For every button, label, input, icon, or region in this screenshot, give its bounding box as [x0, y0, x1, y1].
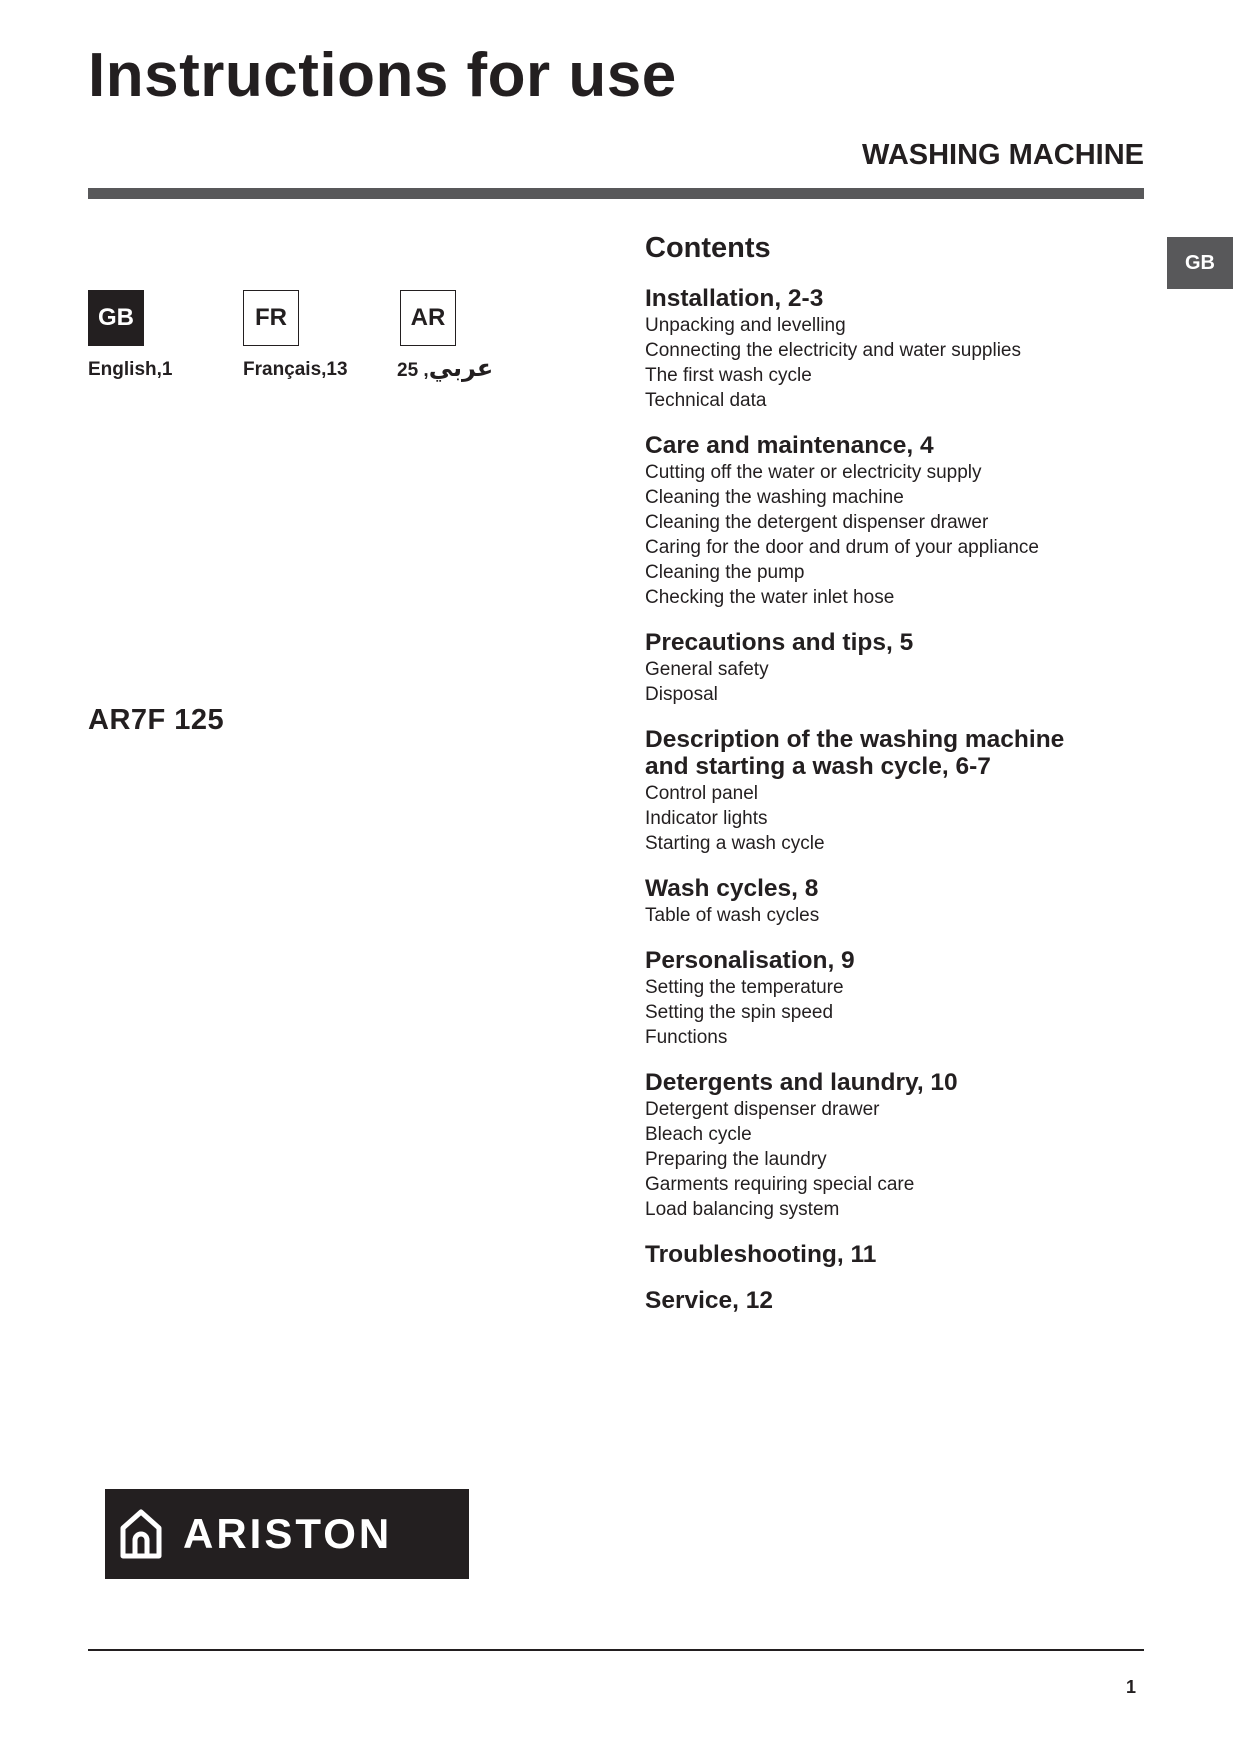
brand-name: ARISTON: [183, 1510, 393, 1557]
toc-item: Control panel: [645, 783, 759, 804]
language-box-fr: FR: [243, 290, 299, 346]
language-box-gb: GB: [88, 290, 144, 346]
toc-heading: Personalisation, 9: [645, 947, 855, 974]
language-side-tab: GB: [1167, 237, 1233, 289]
toc-item: Connecting the electricity and water supplies: [645, 340, 1021, 361]
toc-item: Cleaning the washing machine: [645, 487, 904, 508]
language-box-ar: AR: [400, 290, 456, 346]
toc-heading: Wash cycles, 8: [645, 875, 819, 902]
toc-heading: Troubleshooting, 11: [645, 1241, 877, 1268]
footer-divider: [88, 1649, 1144, 1651]
document-title: Instructions for use: [88, 41, 677, 110]
toc-item: Starting a wash cycle: [645, 833, 825, 854]
header-divider: [88, 188, 1144, 199]
house-icon: [119, 1508, 163, 1560]
toc-section-troubleshooting: [645, 1242, 1165, 1268]
toc-section-service: [645, 1288, 1165, 1314]
toc-item: Load balancing system: [645, 1199, 840, 1220]
toc-heading-line2: and starting a wash cycle, 6-7: [645, 753, 991, 780]
toc-item: Disposal: [645, 684, 718, 705]
table-of-contents: [645, 286, 1165, 1334]
toc-item: Indicator lights: [645, 808, 768, 829]
toc-item: Technical data: [645, 390, 767, 411]
toc-section-personalisation: [645, 948, 1165, 1050]
toc-item: Cleaning the pump: [645, 562, 805, 583]
toc-item: Setting the temperature: [645, 977, 844, 998]
toc-heading: Precautions and tips, 5: [645, 629, 914, 656]
toc-section-wash-cycles: [645, 876, 1165, 928]
product-category: WASHING MACHINE: [862, 139, 1144, 171]
arabic-label-script: عربي: [428, 355, 494, 382]
language-label-french: Français,13: [243, 359, 348, 380]
toc-item: The first wash cycle: [645, 365, 812, 386]
toc-section-care-maintenance: [645, 433, 1165, 610]
toc-heading-line1: Description of the washing machine: [645, 726, 1065, 753]
toc-section-detergents: [645, 1070, 1165, 1222]
toc-item: Preparing the laundry: [645, 1149, 827, 1170]
toc-item: General safety: [645, 659, 769, 680]
toc-item: Table of wash cycles: [645, 905, 820, 926]
toc-item: Bleach cycle: [645, 1124, 752, 1145]
toc-item: Setting the spin speed: [645, 1002, 834, 1023]
ariston-logo: [105, 1489, 469, 1579]
toc-item: Checking the water inlet hose: [645, 587, 895, 608]
toc-heading: Detergents and laundry, 10: [645, 1069, 958, 1096]
language-label-english: English,1: [88, 359, 173, 380]
page-number: 1: [1126, 1677, 1137, 1697]
toc-heading: Care and maintenance, 4: [645, 432, 934, 459]
model-number: AR7F 125: [88, 704, 225, 736]
toc-heading: Service, 12: [645, 1287, 774, 1314]
toc-item: Cleaning the detergent dispenser drawer: [645, 512, 989, 533]
toc-item: Caring for the door and drum of your appliance: [645, 537, 1039, 558]
toc-section-installation: [645, 286, 1165, 413]
toc-section-precautions: [645, 630, 1165, 707]
toc-item: Functions: [645, 1027, 728, 1048]
arabic-label-page: , 25: [397, 360, 429, 381]
contents-title: Contents: [645, 232, 771, 264]
toc-item: Detergent dispenser drawer: [645, 1099, 880, 1120]
toc-item: Garments requiring special care: [645, 1174, 915, 1195]
language-label-arabic: [397, 354, 493, 383]
toc-heading: Installation, 2-3: [645, 285, 824, 312]
toc-item: Cutting off the water or electricity supply: [645, 462, 982, 483]
toc-section-description: [645, 727, 1165, 856]
toc-item: Unpacking and levelling: [645, 315, 846, 336]
